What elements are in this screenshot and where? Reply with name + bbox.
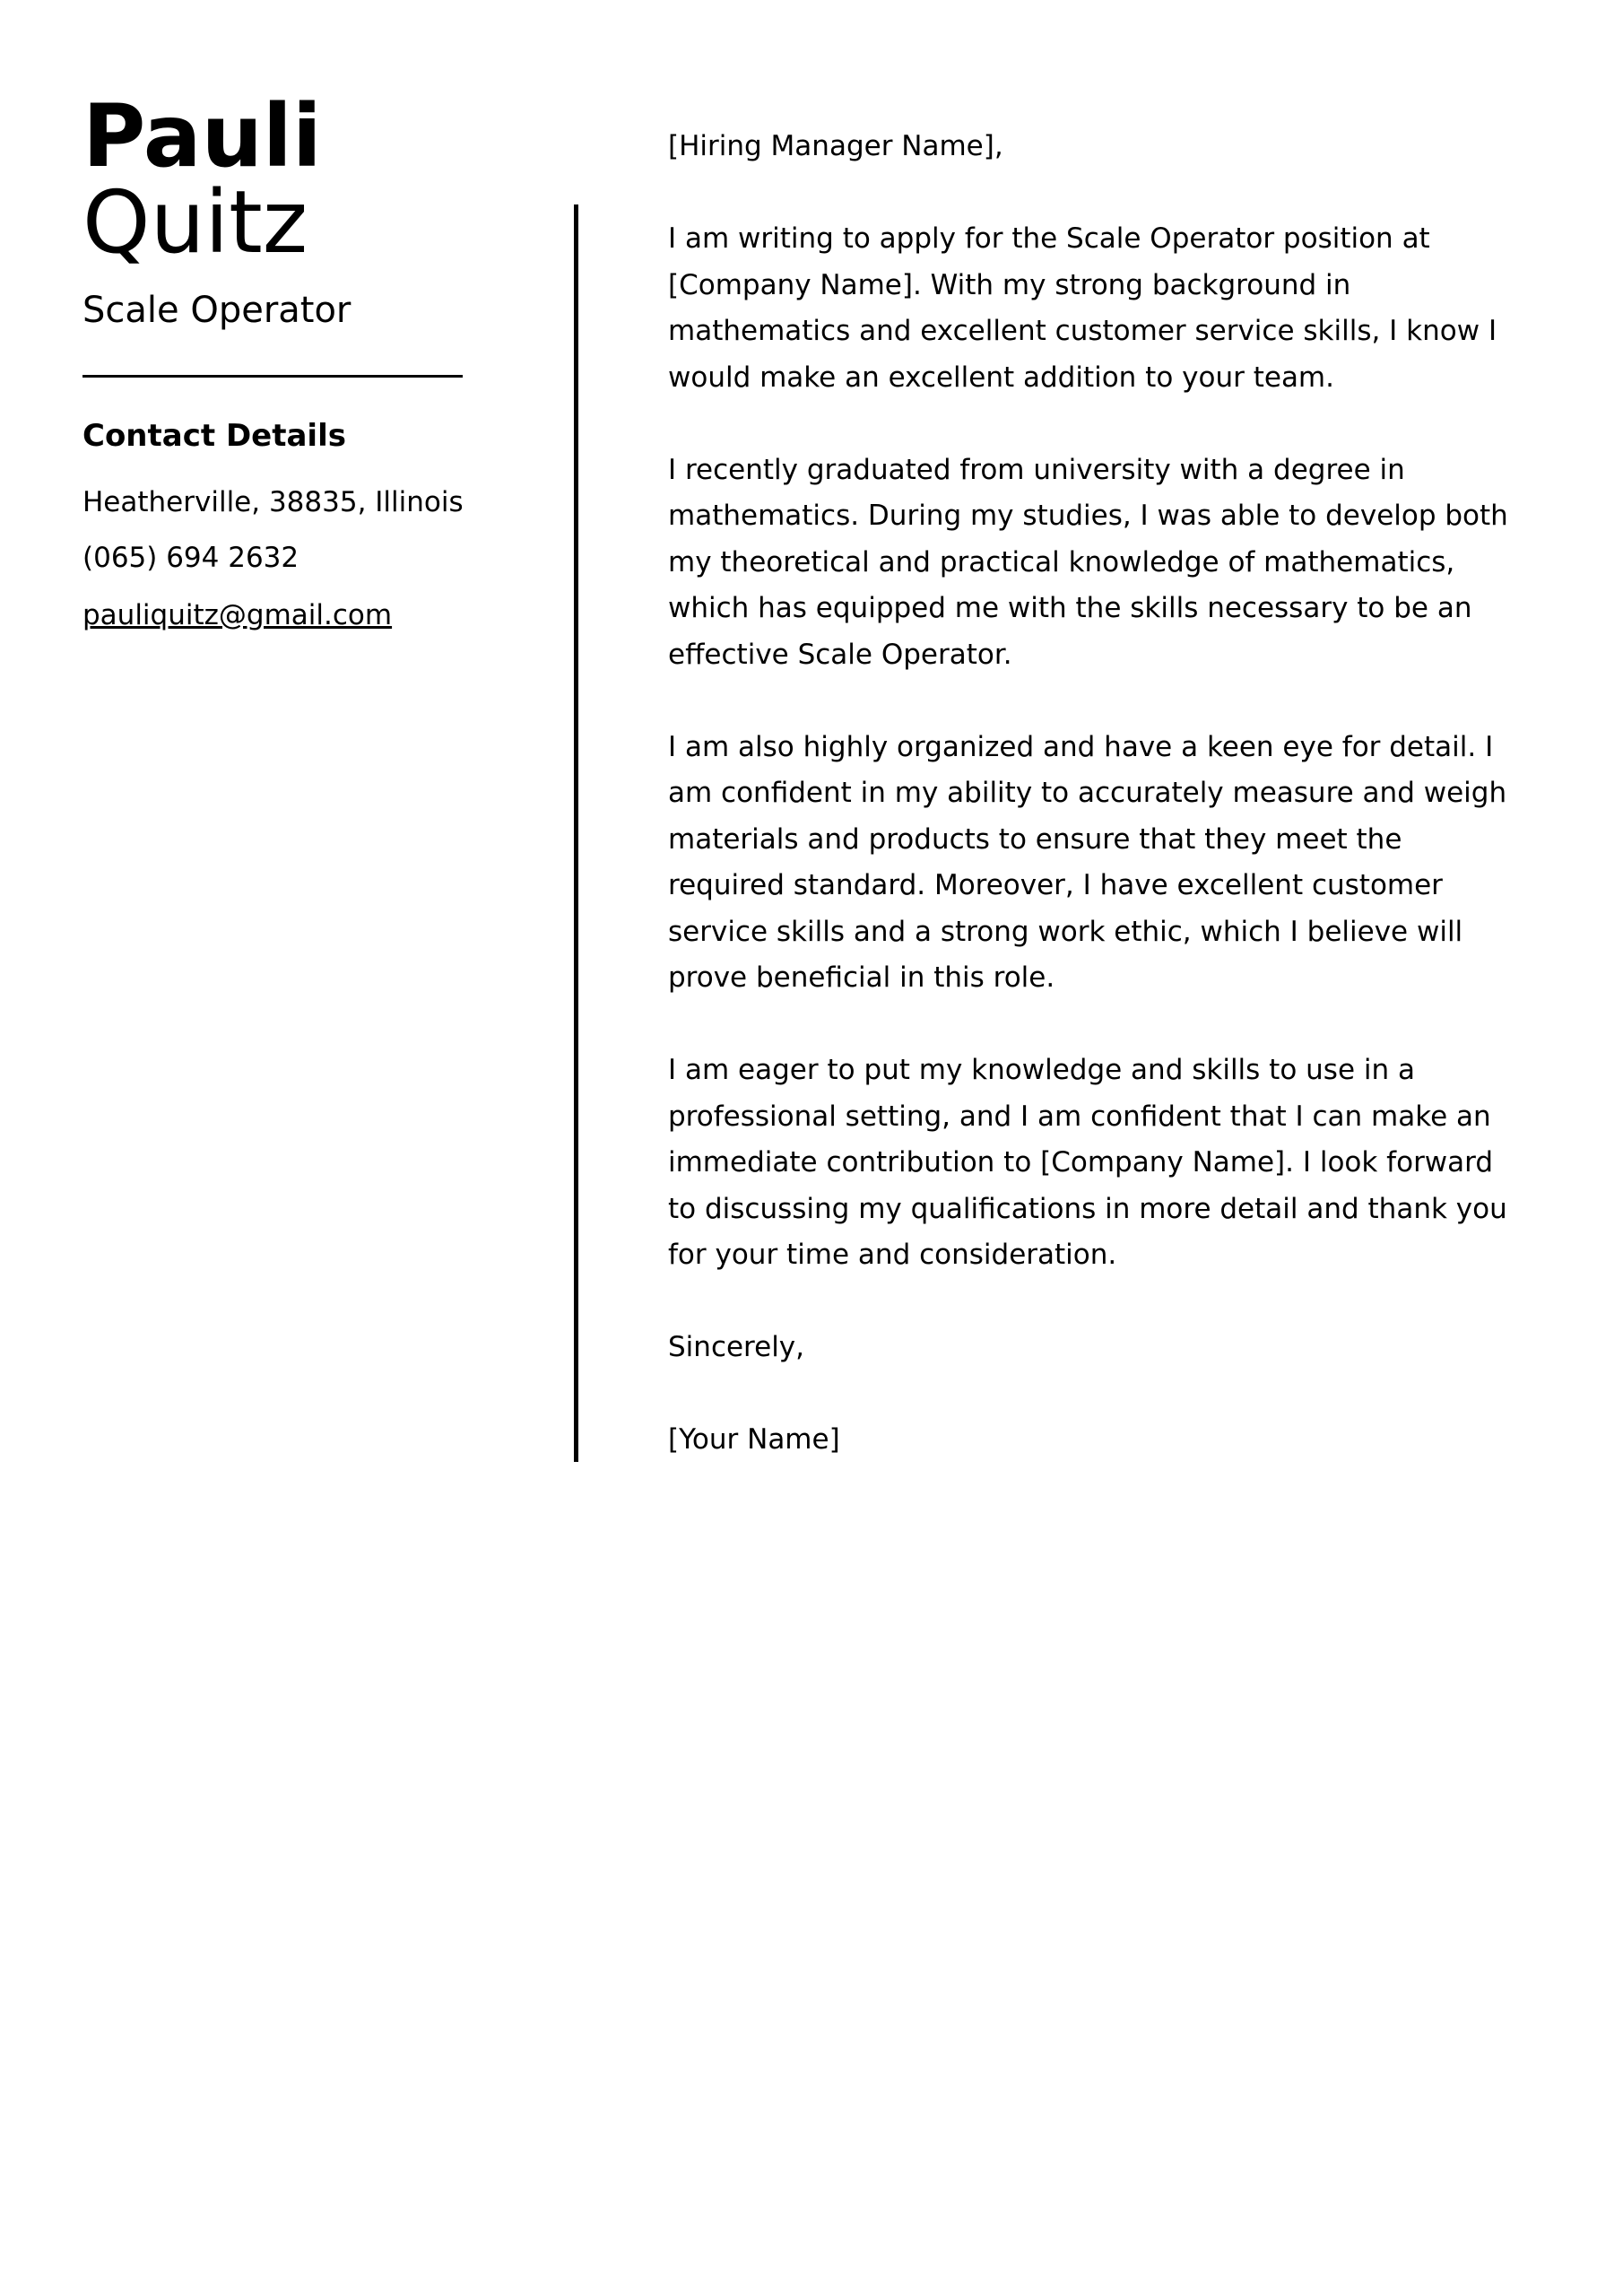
contact-heading: Contact Details — [82, 418, 346, 454]
first-name: Pauli — [82, 86, 322, 187]
letter-paragraph-1: I am writing to apply for the Scale Operator position at [Company Name]. With my strong background in mathematics and excellent customer service skills, I know I would make an excellent addition to your team. — [668, 222, 1497, 394]
letter-body — [668, 124, 1520, 1509]
contact-address: Heatherville, 38835, Illinois — [82, 486, 464, 518]
letter-salutation: [Hiring Manager Name], — [668, 130, 1003, 162]
contact-phone: (065) 694 2632 — [82, 542, 299, 574]
letter-paragraph-4: I am eager to put my knowledge and skills to use in a professional setting, and I am confident that I can make an immediate contribution to [Company Name]. I look forward to discussing my qualifications in more detail and thank you for your time and consideration. — [668, 1054, 1507, 1271]
letter-paragraph-3: I am also highly organized and have a keen eye for detail. I am confident in my ability to accurately measure and weigh materials and products to ensure that they meet the required standard. Moreover, I have excellent customer service skills and a strong work ethic, which I believe will prove beneficial in this role. — [668, 730, 1507, 994]
job-title: Scale Operator — [82, 290, 352, 331]
name-divider — [82, 375, 463, 378]
last-name: Quitz — [82, 172, 308, 273]
letter-signature: [Your Name] — [668, 1423, 840, 1456]
letter-closing: Sincerely, — [668, 1331, 805, 1363]
letter-paragraph-2: I recently graduated from university with a degree in mathematics. During my studies, I was able to develop both my theoretical and practical knowledge of mathematics, which has equipped me with the skills necessary to be an effective Scale Operator. — [668, 453, 1508, 671]
contact-email-link[interactable]: pauliquitz@gmail.com — [82, 599, 393, 631]
vertical-divider — [574, 204, 578, 1462]
